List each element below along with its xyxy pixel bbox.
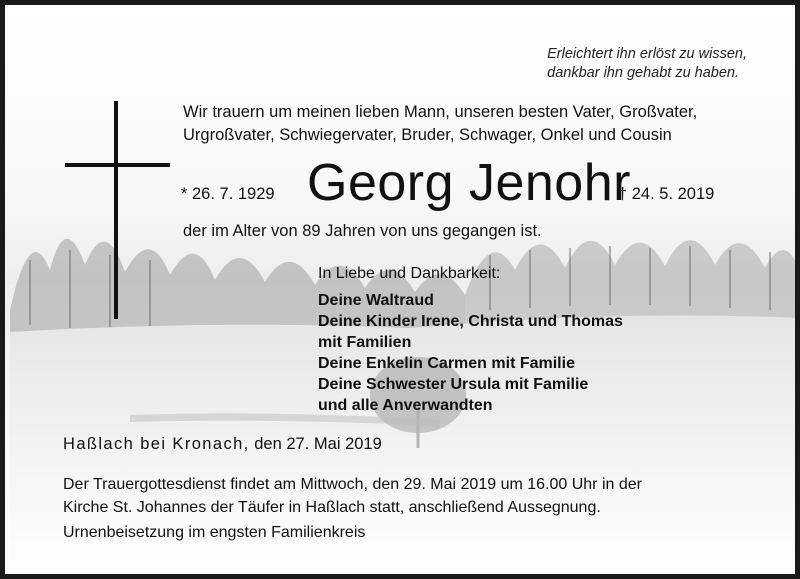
birth-date: * 26. 7. 1929	[181, 185, 275, 203]
cross-icon-bar	[65, 163, 170, 167]
mourners-block	[318, 263, 778, 416]
funeral-service-info	[63, 473, 783, 519]
motto-line: Erleichtert ihn erlöst zu wissen,	[547, 46, 747, 62]
motto-verse	[547, 45, 747, 83]
age-statement: der im Alter von 89 Jahren von uns gegangen ist.	[183, 222, 542, 240]
death-date: † 24. 5. 2019	[618, 185, 715, 203]
mourner-line: Deine Waltraud	[318, 292, 434, 309]
intro-line: Urgroßvater, Schwiegervater, Bruder, Schwager, Onkel und Cousin	[183, 126, 672, 144]
place: Haßlach bei Kronach,	[63, 435, 250, 453]
intro-line: Wir trauern um meinen lieben Mann, unseren besten Vater, Großvater,	[183, 103, 698, 121]
mourners-intro: In Liebe und Dankbarkeit:	[318, 265, 501, 282]
mourner-line: Deine Enkelin Carmen mit Familie	[318, 355, 575, 372]
motto-line: dankbar ihn gehabt zu haben.	[547, 65, 740, 81]
cross-icon	[114, 101, 118, 319]
service-line: Der Trauergottesdienst findet am Mittwoch, den 29. Mai 2019 um 16.00 Uhr in der	[63, 476, 642, 493]
mourning-intro	[183, 101, 783, 147]
deceased-name-row	[181, 153, 781, 213]
deceased-name: Georg Jenohr	[307, 154, 631, 212]
place-and-date	[63, 435, 382, 454]
service-line: Kirche St. Johannes der Täufer in Haßlach statt, anschließend Aussegnung.	[63, 499, 601, 516]
mourner-line: Deine Schwester Ursula mit Familie	[318, 376, 589, 393]
mourner-line: und alle Anverwandten	[318, 397, 493, 414]
notice-date: den 27. Mai 2019	[249, 435, 382, 453]
mourner-line: Deine Kinder Irene, Christa und Thomas	[318, 313, 623, 330]
mourner-line: mit Familien	[318, 334, 412, 351]
burial-info: Urnenbeisetzung im engsten Familienkreis	[63, 524, 366, 541]
